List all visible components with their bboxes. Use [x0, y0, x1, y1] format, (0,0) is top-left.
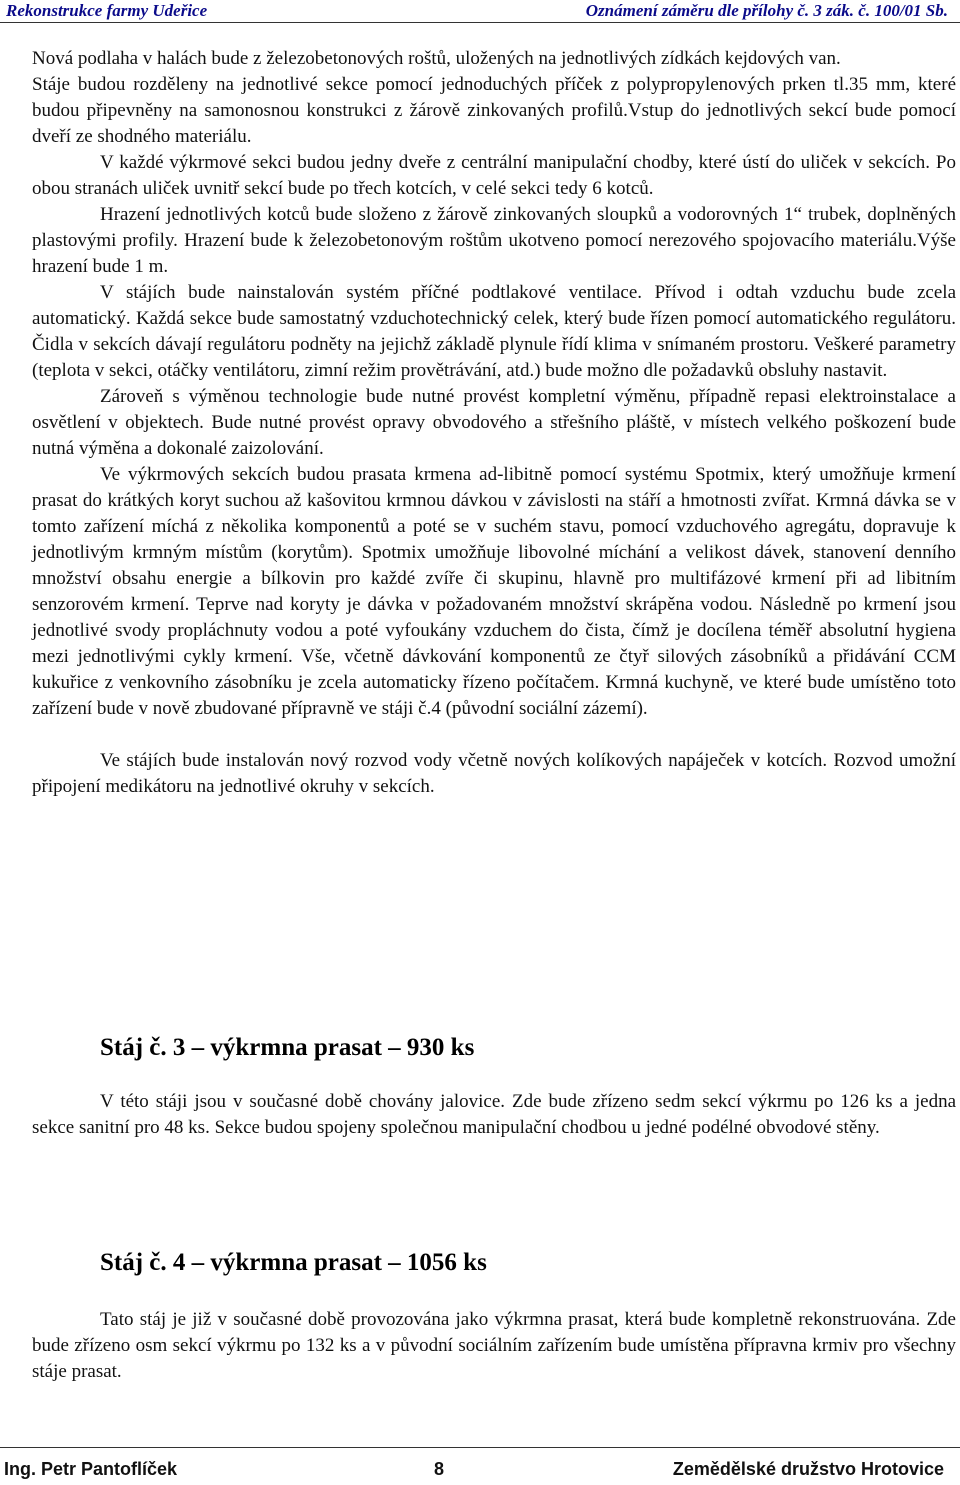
paragraph-electrical: Zároveň s výměnou technologie bude nutné provést kompletní výměnu, případně repasi elektroinstalace a osvětlení v objektech. Bude nutné provést opravy obvodového a střešního pláště, v místech velkého poškození bude nutná výměna a dokonalé zaizolování.	[32, 386, 956, 459]
paragraph-pen-fencing: Hrazení jednotlivých kotců bude složeno z žárově zinkovaných sloupků a vodorovných 1“ trubek, doplněných plastovými profily. Hrazení bude k železobetonovým roštům ukotveno pomocí nerezového spojovacího materiálu.Výše hrazení bude 1 m.	[32, 204, 956, 277]
section-3-body	[32, 1089, 956, 1141]
footer-page-number: 8	[434, 1459, 445, 1479]
paragraph-ventilation: V stájích bude nainstalován systém příčné podtlakové ventilace. Přívod i odtah vzduchu bude zcela automatický. Každá sekce bude samostatný vzduchotechnický celek, který bude řízen pomocí automatického regulátoru. Čidla v sekcích dávají regulátoru podněty na jejichž základě plynule řídí klima v snímaném prostoru. Veškeré parametry (teplota v sekci, otáčky ventilátoru, zimní režim provětrávání, atd.) bude možno dle požadavků obsluhy nastavit.	[32, 282, 956, 381]
page-header	[0, 0, 960, 23]
paragraph-partitions: Stáje budou rozděleny na jednotlivé sekce pomocí jednoduchých příček z polypropylenových prken tl.35 mm, které budou připevněny na samonosnou konstrukci z žárově zinkovaných profilů.Vstup do jednotlivých sekcí bude pomocí dveří ze shodného materiálu.	[32, 74, 956, 147]
section-4-text: Tato stáj je již v současné době provozována jako výkrmna prasat, která bude kompletně rekonstruována. Zde bude zřízeno osm sekcí výkrmu po 132 ks a v původní sociálním zařízením bude umístěna přípravna krmiv pro všechny stáje prasat.	[32, 1309, 956, 1382]
paragraph-doors: V každé výkrmové sekci budou jedny dveře z centrální manipulační chodby, které ústí do uliček v sekcích. Po obou stranách uliček uvnitř sekcí bude po třech kotcích, v celé sekci tedy 6 kotců.	[32, 152, 956, 199]
paragraph-feeding: Ve výkrmových sekcích budou prasata krmena ad-libitně pomocí systému Spotmix, který umožňuje krmení prasat do krátkých koryt suchou až kašovitou krmnou dávkou v závislosti na stáří a hmotnosti zvířat. Krmná dávka se v tomto zařízení míchá z několika komponentů a poté se v suchém stavu, pomocí vzduchového agregátu, dopravuje k jednotlivým krmným místům (korytům). Spotmix umožňuje libovolné míchání a velikost dávek, stanovení denního množství obsahu energie a bílkovin pro každé zvíře či skupinu, hlavně pro multifázové krmení při ad libitním senzorovém krmení. Teprve nad koryty je dávka v požadovaném množství skrápěna vodou. Následně po krmení jsou jednotlivé svody propláchnuty vodou a poté vyfoukány vzduchem do čista, čímž je docílena téměř absolutní hygiena mezi jednotlivými cykly krmení. Vše, včetně dávkování komponentů ze čtyř silových zásobníků a přidávání CCM kukuřice z venkovního zásobníku je zcela automaticky řízeno počítačem. Krmná kuchyně, ve které bude umístěno toto zařízení bude v nově zbudované přípravně ve stáji č.4 (původní sociální zázemí).	[32, 464, 956, 719]
header-document-title: Oznámení záměru dle přílohy č. 3 zák. č. 100/01 Sb.	[585, 1, 948, 20]
page-footer	[0, 1447, 960, 1485]
section-4-heading: Stáj č. 4 – výkrmna prasat – 1056 ks	[100, 1249, 487, 1276]
document-body	[32, 46, 956, 800]
section-3-text: V této stáji jsou v současné době chovány jalovice. Zde bude zřízeno sedm sekcí výkrmu po 126 ks a jedna sekce sanitní pro 48 ks. Sekce budou spojeny společnou manipulační chodbou u jedné podélné obvodové stěny.	[32, 1091, 956, 1138]
footer-author: Ing. Petr Pantoflíček	[4, 1459, 178, 1479]
section-4-body	[32, 1307, 956, 1385]
paragraph-floor: Nová podlaha v halách bude z železobetonových roštů, uložených na jednotlivých zídkách kejdových van.	[32, 48, 841, 69]
section-3-heading: Stáj č. 3 – výkrmna prasat – 930 ks	[100, 1034, 475, 1061]
footer-organization: Zemědělské družstvo Hrotovice	[672, 1459, 944, 1479]
header-project-title: Rekonstrukce farmy Udeřice	[6, 1, 208, 20]
paragraph-water: Ve stájích bude instalován nový rozvod vody včetně nových kolíkových napáječek v kotcích. Rozvod umožní připojení medikátoru na jednotlivé okruhy v sekcích.	[32, 750, 956, 797]
